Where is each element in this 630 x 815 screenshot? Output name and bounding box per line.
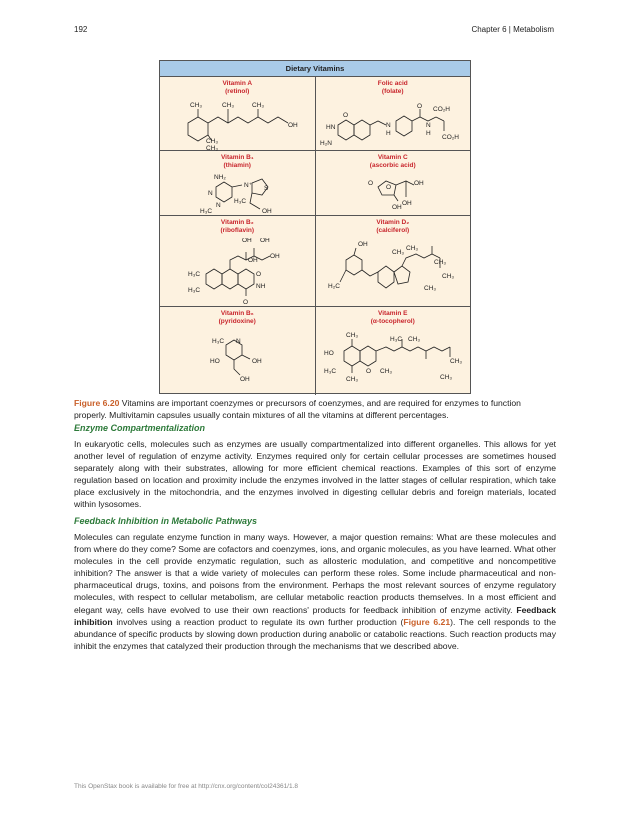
vitamin-common-name: (ascorbic acid) xyxy=(369,162,416,169)
atom-label: CH₃ xyxy=(441,273,454,280)
table-title: Dietary Vitamins xyxy=(160,61,470,77)
atom-label: O xyxy=(385,184,391,191)
atom-label: OH xyxy=(260,238,270,244)
atom-label: CH₃ xyxy=(345,332,358,339)
atom-label: H₃C xyxy=(188,287,201,294)
vitamin-b6-cell xyxy=(160,307,315,395)
retinol-structure xyxy=(160,99,315,151)
tocopherol-structure xyxy=(316,329,471,393)
atom-label: O xyxy=(342,112,348,119)
figure-caption xyxy=(74,397,556,421)
atom-label: CO₂H xyxy=(432,106,450,113)
atom-label: CH₃ xyxy=(433,259,446,266)
vitamin-common-name: (pyridoxine) xyxy=(218,318,256,325)
atom-label: N xyxy=(216,202,221,209)
atom-label: H₃C xyxy=(389,336,402,343)
atom-label: H₃C xyxy=(188,271,201,278)
vitamin-name: Vitamin C xyxy=(377,154,408,161)
atom-label: CH₃ xyxy=(407,336,420,343)
ascorbic-acid-structure xyxy=(316,173,471,216)
atom-label: HO xyxy=(323,350,334,357)
caption-text: Vitamins are important coenzymes or precursors of coenzymes, and are required for enzymes to function properly. Multivitamin capsules usually contain mixtures of all the vitamins at different percentages. xyxy=(74,398,521,420)
vitamin-common-name: (calciferol) xyxy=(376,227,410,234)
table-row xyxy=(160,216,470,307)
vitamin-a-cell xyxy=(160,77,315,150)
section-heading: Feedback Inhibition in Metabolic Pathways xyxy=(74,516,258,526)
atom-label: S xyxy=(264,185,269,192)
section-heading: Enzyme Compartmentalization xyxy=(74,423,206,433)
vitamin-c-cell xyxy=(315,151,471,215)
atom-label: CH₃ xyxy=(449,358,462,365)
atom-label: H₃C xyxy=(234,198,247,205)
paragraph-text: ). The cell responds to the abundance of specific products by slowing down production during anabolic or catabolic reactions. Such reaction products may inhibit the enzymes that catalyzed their production through the mechanisms that we described above. xyxy=(74,616,557,651)
riboflavin-structure xyxy=(160,238,315,307)
vitamin-name: Vitamin D₂ xyxy=(376,219,410,226)
vitamin-name: Vitamin B₁ xyxy=(220,154,254,161)
atom-label: CH₃ xyxy=(206,138,219,145)
atom-label: N xyxy=(208,190,213,197)
atom-label: CH₃ xyxy=(379,368,392,375)
figure-link[interactable]: Figure 6.21 xyxy=(403,616,451,627)
vitamin-d2-cell xyxy=(315,216,471,306)
atom-label: H xyxy=(425,130,431,137)
atom-label: OH xyxy=(240,376,250,383)
folic-acid-cell xyxy=(315,77,471,150)
atom-label: NH xyxy=(256,283,266,290)
vitamin-name: Vitamin B₂ xyxy=(220,219,254,226)
atom-label: H₃C xyxy=(323,368,336,375)
atom-label: O xyxy=(256,271,262,278)
atom-label: O xyxy=(416,103,422,110)
atom-label: OH xyxy=(401,200,412,207)
vitamin-b2-cell xyxy=(160,216,315,306)
table-row xyxy=(160,77,470,151)
atom-label: H₂C xyxy=(327,283,340,290)
table-row xyxy=(160,151,470,216)
vitamin-name: Folic acid xyxy=(377,80,408,87)
atom-label: N xyxy=(385,122,391,129)
atom-label: CH₃ xyxy=(423,285,436,292)
atom-label: CO₂H xyxy=(441,134,459,141)
atom-label: H₃C xyxy=(200,208,213,215)
atom-label: OH xyxy=(288,122,298,129)
vitamin-common-name: (riboflavin) xyxy=(220,227,255,234)
atom-label: CH₃ xyxy=(391,249,404,256)
atom-label: OH xyxy=(242,238,252,244)
calciferol-structure xyxy=(316,238,471,307)
atom-label: H₃C xyxy=(212,338,225,345)
atom-label: OH xyxy=(413,180,424,187)
atom-label: N xyxy=(425,122,431,129)
key-term: Feedback inhibition xyxy=(74,604,556,627)
atom-label: CH₃ xyxy=(252,102,265,109)
atom-label: OH xyxy=(270,253,280,260)
figure-label: Figure 6.20 xyxy=(74,398,120,408)
atom-label: H₂N xyxy=(319,140,332,147)
section-paragraph xyxy=(74,531,556,652)
vitamin-b1-cell xyxy=(160,151,315,215)
atom-label: N xyxy=(236,338,241,345)
atom-label: OH xyxy=(262,208,272,215)
atom-label: O xyxy=(367,180,373,187)
atom-label: HO xyxy=(210,358,220,365)
atom-label: O xyxy=(365,368,371,375)
pyridoxine-structure xyxy=(160,329,315,393)
atom-label: CH₃ xyxy=(345,376,358,383)
atom-label: CH₃ xyxy=(206,145,219,151)
vitamin-common-name: (α-tocopherol) xyxy=(370,318,415,325)
page-number: 192 xyxy=(74,25,88,34)
vitamin-name: Vitamin A xyxy=(222,80,253,87)
folate-structure xyxy=(316,99,471,151)
footer: This OpenStax book is available for free at http://cnx.org/content/col24361/1.8 xyxy=(74,783,299,790)
paragraph-text: Molecules can regulate enzyme function in many ways. However, a major question remains: What are these molecules and from where do they come? Some are cofactors and coenzymes, ions, and organic molecules, as you have learned. What other molecules in the cell provide enzymatic regulation, such as allosteric modulation, and competitive and noncompetitive inhibition? The answer is that a wide variety of molecules can perform these roles. Some include pharmaceutical and non-pharmaceutical drugs, toxins, and poisons from the environment. Perhaps the most relevant sources of enzyme regulatory molecules, with respect to cellular metabolism, are cellular metabolic reaction products themselves. In a most efficient and elegant way, cells have evolved to use their own reactions' products for feedback inhibition of enzyme activity. xyxy=(74,532,556,615)
vitamin-e-cell xyxy=(315,307,471,395)
dietary-vitamins-table xyxy=(159,60,471,394)
atom-label: CH₃ xyxy=(190,102,203,109)
atom-label: NH₂ xyxy=(214,174,226,181)
vitamin-name: Vitamin B₆ xyxy=(220,310,254,317)
vitamin-common-name: (retinol) xyxy=(225,88,250,95)
atom-label: OH xyxy=(357,241,368,248)
vitamin-common-name: (folate) xyxy=(381,88,404,95)
section-paragraph: In eukaryotic cells, molecules such as enzymes are usually compartmentalized into different organelles. This allows for yet another level of regulation of enzyme activity. Enzymes required only for certain cellular processes are sometimes housed separately along with their substrates, allowing for more efficient chemical reactions. Examples of this sort of enzyme regulation based on location and proximity include the enzymes involved in the latter stages of cellular respiration, which take place exclusively in the mitochondria, and the enzymes involved in digesting cellular debris and foreign materials, located within lysosomes. xyxy=(74,439,556,510)
vitamin-common-name: (thiamin) xyxy=(223,162,251,169)
atom-label: H xyxy=(385,130,391,137)
vitamin-name: Vitamin E xyxy=(377,310,408,317)
atom-label: OH xyxy=(248,257,258,264)
thiamin-structure xyxy=(160,173,315,216)
paragraph-text: involves using a reaction product to regulate its own further production ( xyxy=(112,616,404,627)
table-row xyxy=(160,307,470,395)
atom-label: O xyxy=(243,299,249,306)
chapter-title: Chapter 6 | Metabolism xyxy=(471,25,554,34)
atom-label: CH₃ xyxy=(439,374,452,381)
atom-label: OH xyxy=(391,204,402,211)
atom-label: CH₃ xyxy=(222,102,235,109)
atom-label: CH₃ xyxy=(405,245,418,252)
atom-label: OH xyxy=(252,358,262,365)
atom-label: N⁺ xyxy=(244,182,253,189)
atom-label: HN xyxy=(325,124,335,131)
